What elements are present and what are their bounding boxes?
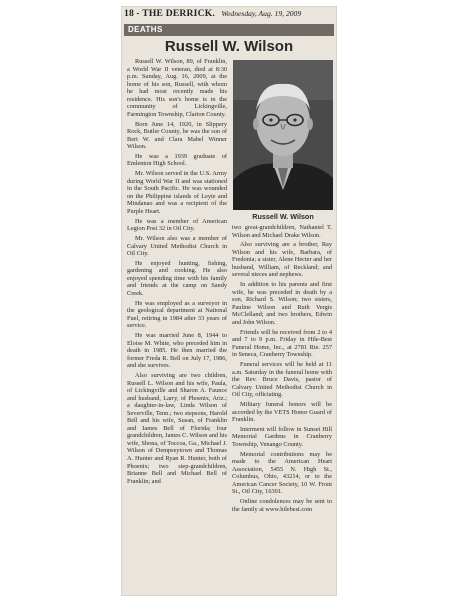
obituary-paragraph: He was a 1939 graduate of Emlenton High School.	[127, 152, 227, 168]
obituary-paragraph: Russell W. Wilson, 89, of Franklin, a World War II veteran, died at 8:30 p.m. Sunday, Aug. 16, 2009, at the home of his son, Russell, with whom he had most recently made his residence. His son's home is in the community of Lickingville, Farmington Township, Clarion County.	[127, 58, 227, 118]
obituary-column-2	[232, 224, 332, 594]
page-number: 18	[124, 8, 134, 19]
obituary-paragraph: He enjoyed hunting, fishing, gardening and cooking. He also enjoyed spending time with his family and friends at the camp on Sandy Creek.	[127, 259, 227, 297]
masthead: 18 - THE DERRICK. Wednesday, Aug. 19, 2009	[124, 8, 302, 19]
section-label: DEATHS	[128, 25, 163, 34]
obituary-paragraph: In addition to his parents and first wife, he was preceded in death by a son, Richard S. Wilson; two sisters, Pauline Wilson and Ruth Vergis McClelland; and two brothers, Edwin and John Wilson.	[232, 281, 332, 326]
obituary-paragraph: Also surviving are two children, Russell L. Wilson and his wife, Paula, of Lickingville and Sharon A. Faunce and husband, Larry, of Phoenix, Ariz.; a daughter-in-law, Linda Wilson of Severville, Tenn.; two stepsons, Harold Bell and his wife, Susan, of Franklin and James Bell of Florida; four grandchildren, James C. Wilson and his wife, Shona, of Toccoa, Ga., Michael J. Wilson of Dempseytown and Thomas A. Hunter and Ryan R. Hunter, both of Phoenix; two step-grandchildren, Brianne Bell and Michael Bell of Franklin; and	[127, 372, 227, 485]
obituary-paragraph: Online condolences may be sent to the family at www.hilebest.com	[232, 498, 332, 513]
obituary-paragraph: He was married June 8, 1944 to Eloise M. White, who preceded him in death in 1985. He then married the former Freda R. Bell on July 17, 1986, and she survives.	[127, 332, 227, 370]
obituary-paragraph: Funeral services will be held at 11 a.m. Saturday in the funeral home with the Rev. Bruce Davis, pastor of Calvary United Methodist Church in Oil City, officiating.	[232, 361, 332, 399]
obituary-paragraph: Memorial contributions may be made to the American Heart Association, 5455 N. High St., Columbus, Ohio, 43214, or to the American Cancer Society, 10 W. Front St., Oil City, 16301.	[232, 450, 332, 496]
obituary-paragraph: Also surviving are a brother, Ray Wilson and his wife, Barbara, of Fredonia; a sister, Alene Hecter and her husband, William, of Reckland; and several nieces and nephews.	[232, 241, 332, 279]
obituary-paragraph: two great-grandchildren, Nathaniel T. Wilson and Michael Drake Wilson.	[232, 224, 332, 239]
obituary-paragraph: Mr. Wilson also was a member of Calvary United Methodist Church in Oil City.	[127, 234, 227, 258]
obituary-paragraph: He was a member of American Legion Post 32 in Oil City.	[127, 217, 227, 233]
obituary-paragraph: Mr. Wilson served in the U.S. Army during World War II and was stationed in the South Pacific. He was wounded on the Philippine islands of Leyte and Mindanao and was a recipient of the Purple Heart.	[127, 170, 227, 215]
obituary-paragraph: Military funeral honors will be accorded by the VETS Honor Guard of Franklin.	[232, 400, 332, 424]
obituary-paragraph: Friends will be received from 2 to 4 and 7 to 9 p.m. Friday in Hile-Best Funeral Home, Inc., at 2781 Rte. 257 in Seneca, Cranberry Township.	[232, 328, 332, 359]
portrait-photo	[233, 60, 333, 210]
obituary-paragraph: He was employed as a surveyor in the geological department at National Fuel, retiring in 1984 after 33 years of service.	[127, 299, 227, 330]
publication-date: Wednesday, Aug. 19, 2009	[221, 9, 302, 18]
photo-caption: Russell W. Wilson	[252, 212, 314, 221]
obituary-paragraph: Born June 14, 1920, in Slippery Rock, Butler County, he was the son of Bert W. and Clara Mabel Winner Wilson.	[127, 120, 227, 151]
obituary-column-1	[127, 58, 227, 594]
obituary-paragraph: Interment will follow in Sunset Hill Memorial Gardens in Cranberry Township, Venango County.	[232, 425, 332, 448]
paper-name: THE DERRICK.	[142, 8, 215, 19]
obituary-headline: Russell W. Wilson	[164, 38, 294, 55]
portrait-illustration	[233, 60, 333, 210]
